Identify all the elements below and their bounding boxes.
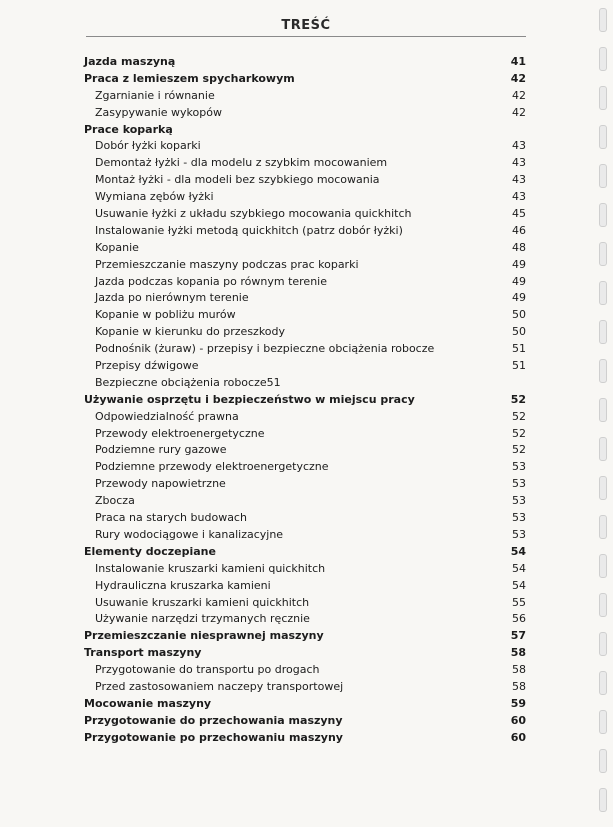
toc-page-number: 50 bbox=[512, 308, 526, 322]
toc-page-number: 60 bbox=[510, 713, 526, 727]
toc-page-number: 54 bbox=[512, 561, 526, 575]
toc-subsection bbox=[84, 527, 528, 544]
binding-ring bbox=[599, 86, 607, 110]
toc-subsection bbox=[84, 88, 528, 105]
toc-section bbox=[84, 645, 528, 662]
toc-subsection bbox=[84, 578, 528, 595]
toc-entry-label: Prace koparką bbox=[84, 122, 173, 136]
toc-entry-label: Wymiana zębów łyżki bbox=[95, 190, 214, 204]
toc-page-number: 49 bbox=[512, 291, 526, 305]
binding-ring bbox=[599, 554, 607, 578]
toc-entry-label: Przemieszczanie niesprawnej maszyny bbox=[84, 629, 324, 643]
toc-entry-label: Przygotowanie do transportu po drogach bbox=[95, 663, 320, 677]
toc-subsection bbox=[84, 459, 528, 476]
toc-subsection bbox=[84, 155, 528, 172]
toc-subsection bbox=[84, 206, 528, 223]
toc-entry-label: Kopanie bbox=[95, 240, 139, 254]
toc-page-number: 42 bbox=[512, 88, 526, 102]
toc-entry-label: Przewody napowietrzne bbox=[95, 477, 226, 491]
toc-page-number: 48 bbox=[512, 240, 526, 254]
toc-page-number: 46 bbox=[512, 223, 526, 237]
toc-entry-label: Demontaż łyżki - dla modelu z szybkim mocowaniem bbox=[95, 156, 388, 170]
toc-page-number: 42 bbox=[510, 71, 526, 85]
toc-page-number: 59 bbox=[510, 696, 526, 710]
toc-page-number: 42 bbox=[512, 105, 526, 119]
toc-subsection bbox=[84, 307, 528, 324]
toc-page-number: 57 bbox=[510, 629, 526, 643]
toc-entry-label: Kopanie w kierunku do przeszkody bbox=[95, 325, 286, 339]
toc-page-number: 52 bbox=[512, 443, 526, 457]
toc-subsection bbox=[84, 595, 528, 612]
binding-ring bbox=[599, 8, 607, 32]
toc-subsection bbox=[84, 358, 528, 375]
binding-ring bbox=[599, 125, 607, 149]
binding-ring bbox=[599, 671, 607, 695]
toc-subsection bbox=[84, 561, 528, 578]
toc-subsection bbox=[84, 223, 528, 240]
toc-entry-label: Przed zastosowaniem naczepy transportowej bbox=[95, 679, 344, 693]
toc-page-number: 56 bbox=[512, 612, 526, 626]
toc-subsection bbox=[84, 257, 528, 274]
toc-entry-label: Podziemne przewody elektroenergetyczne bbox=[95, 460, 329, 474]
toc-page-number: 53 bbox=[512, 511, 526, 525]
spiral-binding bbox=[591, 0, 613, 827]
toc-entry-label: Zasypywanie wykopów bbox=[95, 105, 222, 119]
toc-page-number: 52 bbox=[512, 409, 526, 423]
toc-entry-label: Mocowanie maszyny bbox=[84, 696, 212, 710]
toc-entry-label: Kopanie w pobliżu murów bbox=[95, 308, 236, 322]
toc-section bbox=[84, 713, 528, 730]
binding-ring bbox=[599, 320, 607, 344]
toc-page-number: 58 bbox=[510, 646, 526, 660]
toc-subsection bbox=[84, 341, 528, 358]
toc-subsection bbox=[84, 189, 528, 206]
binding-ring bbox=[599, 398, 607, 422]
toc-page-number: 58 bbox=[512, 679, 526, 693]
toc-entry-label: Rury wodociągowe i kanalizacyjne bbox=[95, 527, 284, 541]
toc-entry-label: Instalowanie łyżki metodą quickhitch (patrz dobór łyżki) bbox=[95, 223, 403, 237]
binding-ring bbox=[599, 203, 607, 227]
binding-ring bbox=[599, 47, 607, 71]
toc-entry-label: Używanie osprzętu i bezpieczeństwo w miejscu pracy bbox=[84, 392, 415, 406]
toc-entry-label: Zbocza bbox=[95, 494, 135, 508]
toc-section bbox=[84, 122, 528, 139]
toc-subsection bbox=[84, 375, 528, 392]
toc-page-number: 55 bbox=[512, 595, 526, 609]
toc-page-number: 43 bbox=[512, 139, 526, 153]
toc-subsection bbox=[84, 426, 528, 443]
binding-ring bbox=[599, 749, 607, 773]
binding-ring bbox=[599, 788, 607, 812]
toc-subsection bbox=[84, 611, 528, 628]
toc-section bbox=[84, 730, 528, 747]
toc-entry-label: Przewody elektroenergetyczne bbox=[95, 426, 265, 440]
binding-ring bbox=[599, 710, 607, 734]
toc-page-number: 49 bbox=[512, 274, 526, 288]
toc-section bbox=[84, 628, 528, 645]
toc-entry-label: Jazda po nierównym terenie bbox=[95, 291, 249, 305]
toc-entry-label: Hydrauliczna kruszarka kamieni bbox=[95, 578, 271, 592]
toc-entry-label: Instalowanie kruszarki kamieni quickhitch bbox=[95, 561, 326, 575]
toc-subsection bbox=[84, 274, 528, 291]
toc-entry-label: Elementy doczepiane bbox=[84, 544, 216, 558]
toc-subsection bbox=[84, 324, 528, 341]
toc-page-number: 49 bbox=[512, 257, 526, 271]
toc-entry-label: Podziemne rury gazowe bbox=[95, 443, 227, 457]
toc-section bbox=[84, 544, 528, 561]
toc-section bbox=[84, 392, 528, 409]
toc-subsection bbox=[84, 172, 528, 189]
toc-page-number: 51 bbox=[512, 342, 526, 356]
toc-entry-label: Przygotowanie do przechowania maszyny bbox=[84, 713, 343, 727]
toc-entry-label: Zgarnianie i równanie bbox=[95, 88, 215, 102]
page-title: TREŚĆ bbox=[281, 18, 331, 33]
toc-entry-label: Odpowiedzialność prawna bbox=[95, 409, 239, 423]
toc-subsection bbox=[84, 409, 528, 426]
binding-ring bbox=[599, 164, 607, 188]
toc-entry-label: Transport maszyny bbox=[84, 646, 202, 660]
toc-page-number: 52 bbox=[512, 426, 526, 440]
toc-page-number: 58 bbox=[512, 663, 526, 677]
toc-section bbox=[84, 54, 528, 71]
binding-ring bbox=[599, 281, 607, 305]
toc-entry-label: Podnośnik (żuraw) - przepisy i bezpieczne obciążenia robocze bbox=[95, 342, 435, 356]
toc-page-number: 43 bbox=[512, 173, 526, 187]
toc-subsection bbox=[84, 240, 528, 257]
toc-subsection bbox=[84, 138, 528, 155]
toc-entry-label: Montaż łyżki - dla modeli bez szybkiego mocowania bbox=[95, 173, 380, 187]
toc-entry-label: Używanie narzędzi trzymanych ręcznie bbox=[95, 612, 310, 626]
toc-subsection bbox=[84, 493, 528, 510]
toc-page-number: 52 bbox=[510, 392, 526, 406]
toc-page-number: 53 bbox=[512, 527, 526, 541]
binding-ring bbox=[599, 437, 607, 461]
binding-ring bbox=[599, 359, 607, 383]
toc-subsection bbox=[84, 510, 528, 527]
toc-subsection bbox=[84, 662, 528, 679]
toc-page-number: 51 bbox=[512, 359, 526, 373]
toc-page-number: 54 bbox=[512, 578, 526, 592]
toc-entry-label: Praca z lemieszem spycharkowym bbox=[84, 71, 295, 85]
toc-subsection bbox=[84, 442, 528, 459]
toc-entry-label: Przemieszczanie maszyny podczas prac koparki bbox=[95, 257, 359, 271]
toc-subsection bbox=[84, 679, 528, 696]
toc-entry-label: Bezpieczne obciążenia robocze51 bbox=[95, 375, 281, 389]
toc-subsection bbox=[84, 105, 528, 122]
toc-subsection bbox=[84, 476, 528, 493]
binding-ring bbox=[599, 242, 607, 266]
toc-entry-label: Usuwanie łyżki z układu szybkiego mocowania quickhitch bbox=[95, 207, 412, 221]
toc-section bbox=[84, 696, 528, 713]
toc-page-number: 41 bbox=[510, 55, 526, 68]
toc-entry-label: Dobór łyżki koparki bbox=[95, 139, 201, 153]
toc-page-number: 53 bbox=[512, 477, 526, 491]
toc-page-number: 53 bbox=[512, 460, 526, 474]
toc-entry-label: Praca na starych budowach bbox=[95, 511, 247, 525]
toc-subsection bbox=[84, 290, 528, 307]
binding-ring bbox=[599, 632, 607, 656]
binding-ring bbox=[599, 593, 607, 617]
toc-page-number: 45 bbox=[512, 207, 526, 221]
toc-entry-label: Przepisy dźwigowe bbox=[95, 359, 199, 373]
toc-entry-label: Jazda podczas kopania po równym terenie bbox=[95, 274, 327, 288]
binding-ring bbox=[599, 476, 607, 500]
toc-page-number: 43 bbox=[512, 190, 526, 204]
toc-page-number: 43 bbox=[512, 156, 526, 170]
toc-entry-label: Usuwanie kruszarki kamieni quickhitch bbox=[95, 595, 310, 609]
header-divider bbox=[86, 36, 526, 37]
toc-page-number: 50 bbox=[512, 325, 526, 339]
toc-entry-label: Przygotowanie po przechowaniu maszyny bbox=[84, 730, 343, 744]
binding-ring bbox=[599, 515, 607, 539]
toc-section bbox=[84, 71, 528, 88]
toc-page-number: 53 bbox=[512, 494, 526, 508]
toc-page-number: 54 bbox=[510, 544, 526, 558]
toc-page-number: 60 bbox=[510, 730, 526, 744]
table-of-contents bbox=[84, 54, 528, 747]
toc-entry-label: Jazda maszyną bbox=[84, 55, 176, 68]
